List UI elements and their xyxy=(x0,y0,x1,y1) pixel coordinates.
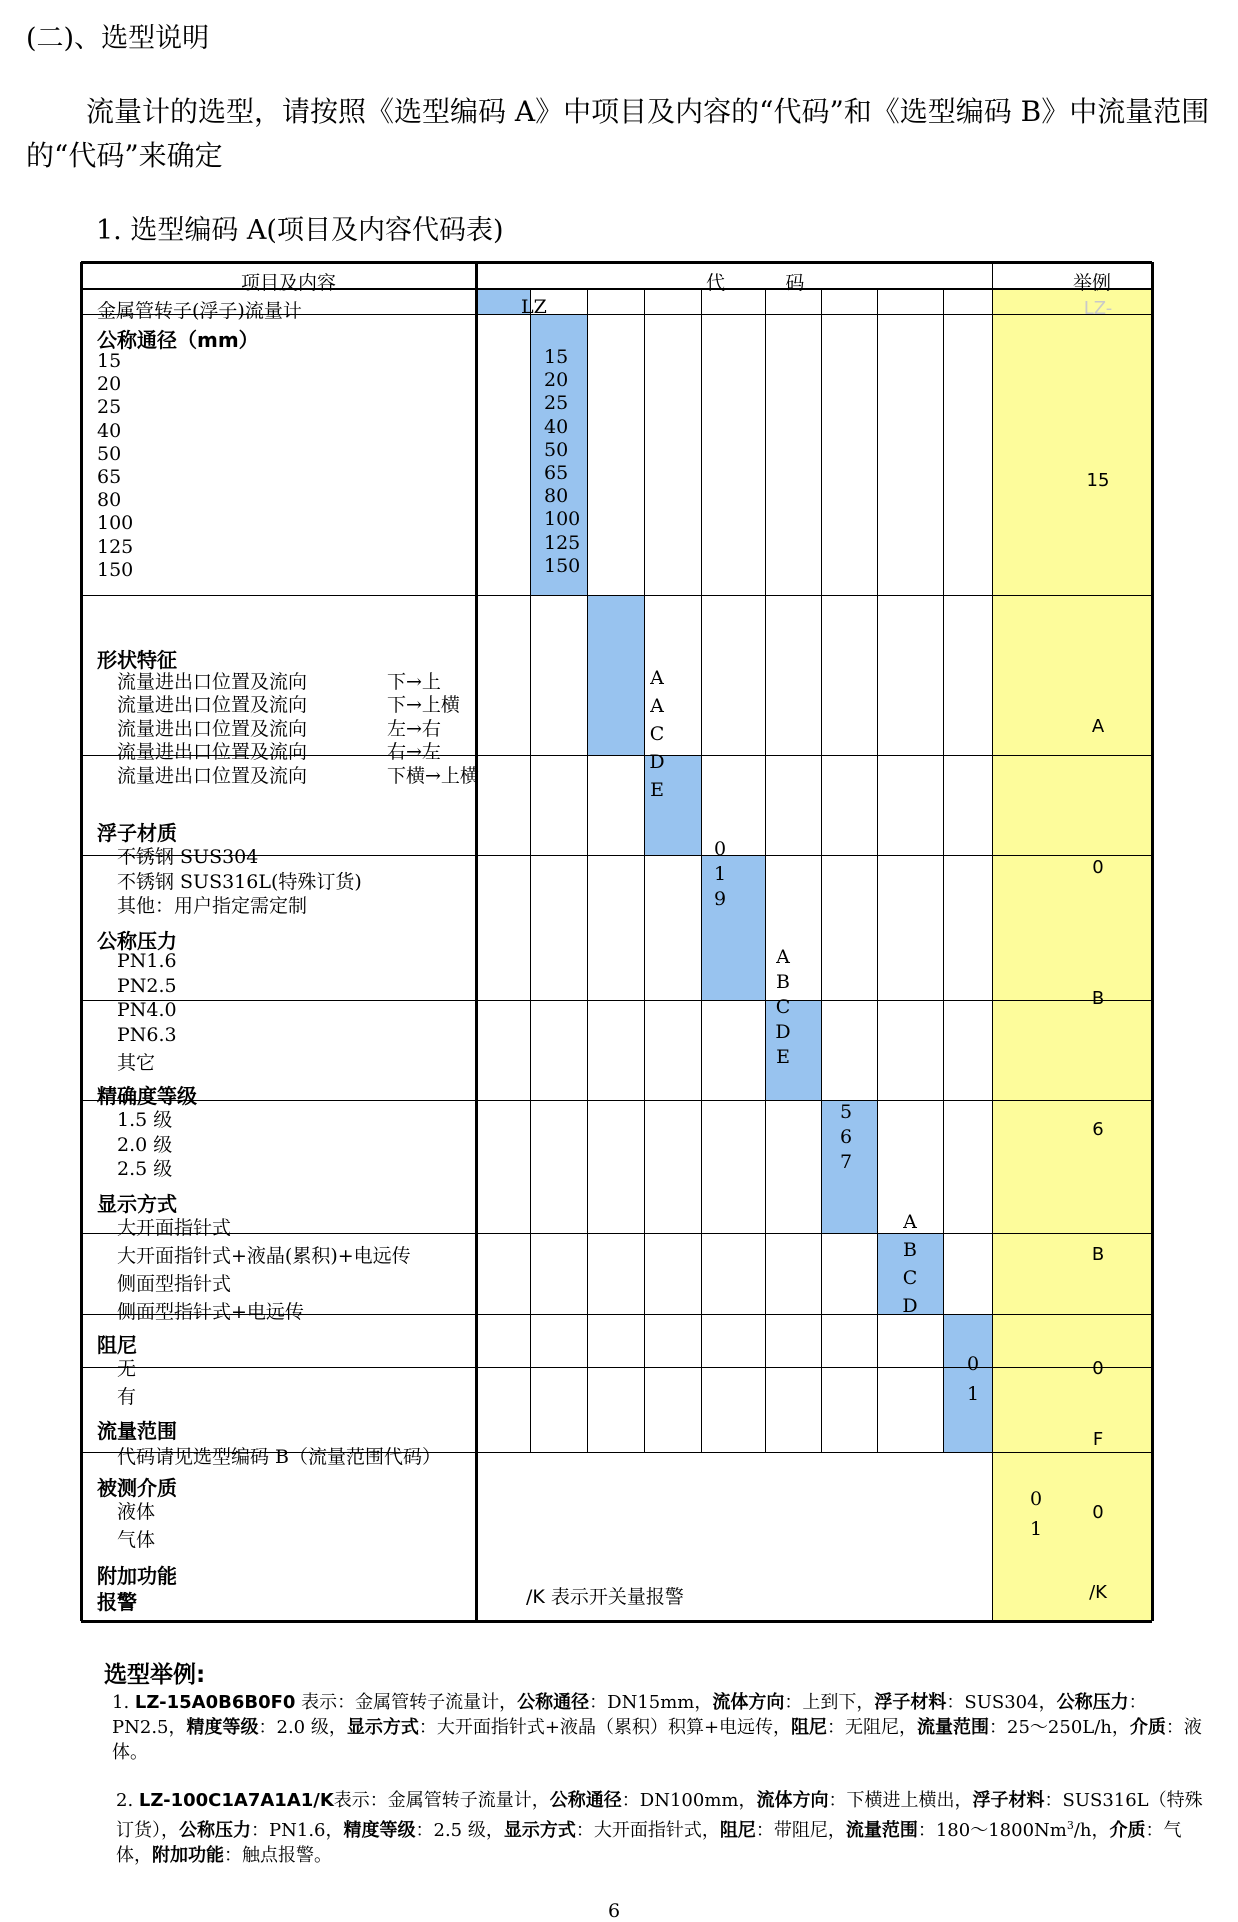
example-2-text: 公称通径 xyxy=(549,1790,622,1811)
example-1-code: LZ-15A0B6B0F0 xyxy=(134,1692,296,1713)
example-accuracy: 6 xyxy=(1092,1119,1104,1140)
example-addon: /K xyxy=(1089,1582,1107,1603)
pressure-code: E xyxy=(776,1046,790,1068)
example-1-text: 流体方向 xyxy=(712,1692,785,1713)
display-code: D xyxy=(902,1295,918,1317)
code-cell-fill xyxy=(587,595,644,755)
shape-option: 流量进出口位置及流向 xyxy=(117,764,308,787)
pressure-option: PN1.6 xyxy=(117,950,177,972)
shape-code: A xyxy=(650,695,664,717)
accuracy-code: 7 xyxy=(839,1151,853,1173)
damping-option: 有 xyxy=(117,1386,137,1408)
diameter-code: 15 xyxy=(544,346,569,368)
pressure-code: D xyxy=(775,1021,791,1043)
display-option: 大开面指针式 xyxy=(117,1217,232,1239)
medium-option: 气体 xyxy=(117,1529,156,1551)
accuracy-codes xyxy=(832,1100,860,1175)
examples-title: 选型举例: xyxy=(104,1662,206,1688)
diameter-option: 20 xyxy=(97,373,122,396)
float-code: 0 xyxy=(713,838,727,860)
intro-paragraph: 流量计的选型，请按照《选型编码 A》中项目及内容的“代码”和《选型编码 B》中流量范围的“代码”来确定 xyxy=(26,95,1210,172)
example-2-text: 精度等级 xyxy=(343,1820,416,1841)
example-2-text: ：带阻尼， xyxy=(755,1820,846,1841)
example-2-text: ：180～1800Nm xyxy=(917,1820,1067,1841)
damping-option: 无 xyxy=(117,1358,137,1380)
shape-code: C xyxy=(649,723,665,745)
table-vline xyxy=(877,289,878,1452)
diameter-option: 80 xyxy=(97,489,122,512)
flow-range-note: 代码请见选型编码 B（流量范围代码） xyxy=(117,1446,442,1468)
example-1-text: ：上到下， xyxy=(784,1692,875,1713)
code-lz: LZ xyxy=(521,296,547,318)
shape-option: 流量进出口位置及流向 xyxy=(117,741,308,764)
display-code: A xyxy=(903,1211,917,1233)
example-1-text: 精度等级 xyxy=(186,1717,259,1738)
pressure-code: A xyxy=(776,946,790,968)
shape-direction: 下横→上横 xyxy=(387,764,479,787)
section-title: (二)、选型说明 xyxy=(26,23,210,54)
shape-option: 流量进出口位置及流向 xyxy=(117,671,308,693)
example-2-text: ：气体， xyxy=(116,1820,1182,1866)
example-2-text: 3 xyxy=(1066,1819,1074,1832)
diameter-code: 80 xyxy=(544,485,569,508)
page-number: 6 xyxy=(608,1900,621,1922)
table-vline xyxy=(587,289,588,1452)
example-2-text: ： xyxy=(1044,1790,1063,1811)
table-vline xyxy=(644,289,645,1452)
example-2-text: SUS316L（特殊订货）， xyxy=(116,1790,1203,1841)
shape-option: 流量进出口位置及流向 xyxy=(117,717,308,740)
pressure-option: PN2.5 xyxy=(117,974,177,997)
example-medium: 0 xyxy=(1092,1502,1104,1523)
example-2-text: ：下横进上横出， xyxy=(828,1790,973,1811)
shape-option: 流量进出口位置及流向 xyxy=(117,694,308,717)
row-accuracy-title: 精确度等级 xyxy=(97,1084,197,1108)
damping-code: 0 xyxy=(966,1353,980,1375)
display-option: 侧面型指针式 xyxy=(117,1273,232,1295)
row-display-title: 显示方式 xyxy=(97,1192,177,1216)
diameter-code: 25 xyxy=(544,392,569,415)
example-1-text: 浮子材料 xyxy=(874,1692,947,1713)
accuracy-option: 2.0 级 xyxy=(117,1133,173,1156)
example-1-text: ：液体。 xyxy=(112,1717,1202,1763)
display-codes xyxy=(896,1208,924,1320)
diameter-code: 20 xyxy=(544,369,569,392)
example-1-text: ：大开面指针式+液晶（累积）积算+电远传， xyxy=(418,1717,792,1738)
table-subtitle: 1. 选型编码 A(项目及内容代码表) xyxy=(96,215,504,246)
shape-codes xyxy=(643,664,671,804)
diameter-option: 50 xyxy=(97,442,122,465)
example-1-text: ：PN2.5， xyxy=(112,1692,1147,1738)
table-vline xyxy=(943,289,944,1452)
medium-codes xyxy=(1022,1484,1050,1544)
shape-direction: 右→左 xyxy=(387,741,441,764)
diameter-option: 65 xyxy=(97,466,122,488)
diameter-option: 100 xyxy=(97,512,134,535)
example-2-text: ：DN100mm， xyxy=(621,1790,757,1811)
example-display: B xyxy=(1091,1244,1105,1265)
example-2-text: 附加功能 xyxy=(152,1845,224,1866)
accuracy-code: 6 xyxy=(839,1126,853,1148)
pressure-option: 其它 xyxy=(117,1052,156,1074)
example-1-text: 阻尼 xyxy=(791,1717,828,1738)
example-2-text: ：触点报警。 xyxy=(224,1845,332,1866)
example-1-text: ：无阻尼， xyxy=(827,1717,918,1738)
addon-code-text: /K 表示开关量报警 xyxy=(526,1586,684,1608)
table-vline xyxy=(992,262,993,1621)
row-diameter-title: 公称通径（mm） xyxy=(97,328,259,352)
diameter-option: 150 xyxy=(97,558,134,581)
pressure-option: PN4.0 xyxy=(117,999,177,1021)
table-vline xyxy=(80,262,83,1621)
example-2-code: LZ-100C1A7A1A1/K xyxy=(138,1790,334,1811)
float-code: 9 xyxy=(713,888,727,910)
example-2-text: 显示方式 xyxy=(503,1820,576,1841)
row-float-title: 浮子材质 xyxy=(97,821,177,845)
medium-option: 液体 xyxy=(117,1501,156,1523)
header-items: 项目及内容 xyxy=(241,272,337,294)
diameter-option: 40 xyxy=(97,419,122,442)
example-1-text: ：DN15mm， xyxy=(589,1692,713,1713)
example-2-text: ：大开面指针式， xyxy=(575,1820,720,1841)
diameter-option: 15 xyxy=(97,350,122,372)
diameter-code: 65 xyxy=(544,462,569,484)
example-1-text: ：25～250L/h， xyxy=(989,1717,1130,1738)
diameter-code: 150 xyxy=(544,554,581,577)
shape-code: D xyxy=(649,751,665,773)
pressure-option: PN6.3 xyxy=(117,1023,177,1046)
example-2-text: 流体方向 xyxy=(756,1790,829,1811)
row-medium-title: 被测介质 xyxy=(97,1476,177,1500)
accuracy-option: 1.5 级 xyxy=(117,1109,173,1131)
medium-code: 0 xyxy=(1029,1488,1043,1510)
example-2-text: 流 xyxy=(845,1820,864,1841)
example-2-text: ：2.5 级， xyxy=(415,1820,504,1841)
example-1-text: 流量范围 xyxy=(917,1717,990,1738)
example-2-text: 表示：金属管转子流量计， xyxy=(333,1790,550,1811)
example-1-text: 表示：金属管转子流量计， xyxy=(295,1692,518,1713)
pressure-codes xyxy=(769,945,797,1070)
display-code: B xyxy=(903,1239,917,1261)
shape-direction: 下→上 xyxy=(387,671,441,693)
example-1-text: 公称通径 xyxy=(517,1692,590,1713)
float-codes xyxy=(706,837,734,912)
row-flow-range-title: 流量范围 xyxy=(97,1419,177,1443)
diameter-code: 125 xyxy=(544,531,581,554)
example-1-text: 介质 xyxy=(1129,1717,1166,1738)
row-addon-title: 附加功能 xyxy=(97,1564,177,1588)
example-2-text: 量范围 xyxy=(863,1820,918,1841)
example-1 xyxy=(112,1690,1210,1765)
table-vline xyxy=(475,262,478,1621)
float-code: 1 xyxy=(713,863,727,885)
diameter-option: 25 xyxy=(97,396,122,419)
pressure-code: C xyxy=(775,996,791,1018)
example-2-number: 2. xyxy=(116,1790,134,1811)
example-flow-range: F xyxy=(1092,1429,1104,1450)
example-2-text: 浮子材料 xyxy=(972,1790,1045,1811)
example-pressure: B xyxy=(1091,988,1105,1009)
table-vline xyxy=(1151,262,1154,1621)
float-option: 不锈钢 SUS304 xyxy=(117,846,259,868)
table-vline xyxy=(701,289,702,1452)
float-option: 其他：用户指定需定制 xyxy=(117,895,308,917)
example-2-text: /h， xyxy=(1073,1820,1110,1841)
display-option: 大开面指针式+液晶(累积)+电远传 xyxy=(117,1245,411,1267)
example-2 xyxy=(116,1788,1210,1868)
example-2-text: ：PN1.6， xyxy=(251,1820,344,1841)
shape-direction: 左→右 xyxy=(387,717,441,740)
table-vline xyxy=(765,289,766,1452)
display-option: 侧面型指针式+电远传 xyxy=(117,1301,304,1323)
diameter-code: 50 xyxy=(544,438,569,461)
diameter-code: 100 xyxy=(544,508,581,531)
diameter-option: 125 xyxy=(97,535,134,558)
damping-code: 1 xyxy=(966,1383,980,1405)
row-damping-title: 阻尼 xyxy=(97,1333,137,1357)
example-1-number: 1. xyxy=(112,1692,130,1713)
accuracy-option: 2.5 级 xyxy=(117,1158,173,1180)
example-1-text: 显示方式 xyxy=(346,1717,419,1738)
example-2-text: 介质 xyxy=(1109,1820,1146,1841)
row-shape-title: 形状特征 xyxy=(97,648,177,672)
row-pressure-title: 公称压力 xyxy=(97,929,177,953)
example-2-text: 公称压力 xyxy=(179,1820,251,1841)
example-shape: A xyxy=(1091,716,1105,737)
row-meter-type-title: 金属管转子(浮子)流量计 xyxy=(97,300,302,322)
example-diameter: 15 xyxy=(1086,470,1110,491)
table-vline xyxy=(530,289,531,1452)
example-float: 0 xyxy=(1092,857,1104,878)
example-lz: LZ- xyxy=(1083,298,1113,319)
row-addon-alarm: 报警 xyxy=(97,1590,137,1614)
diameter-code: 40 xyxy=(544,415,569,438)
display-code: C xyxy=(902,1267,918,1289)
accuracy-code: 5 xyxy=(839,1101,853,1123)
pressure-code: B xyxy=(776,971,790,993)
shape-code: E xyxy=(650,779,664,801)
shape-direction: 下→上横 xyxy=(387,694,460,717)
example-1-text: 公称压力 xyxy=(1056,1692,1129,1713)
header-example: 举例 xyxy=(1073,272,1112,294)
example-damping: 0 xyxy=(1092,1358,1104,1379)
damping-codes xyxy=(959,1349,987,1409)
header-code: 代 码 xyxy=(706,272,805,294)
selection-code-table xyxy=(81,262,1152,1621)
table-vline xyxy=(821,289,822,1452)
example-1-text: ：2.0 级， xyxy=(258,1717,347,1738)
medium-code: 1 xyxy=(1029,1518,1043,1540)
shape-code: A xyxy=(650,667,664,689)
example-1-text: ：SUS304， xyxy=(946,1692,1057,1713)
float-option: 不锈钢 SUS316L(特殊订货) xyxy=(117,870,362,893)
example-2-text: 阻尼 xyxy=(719,1820,756,1841)
